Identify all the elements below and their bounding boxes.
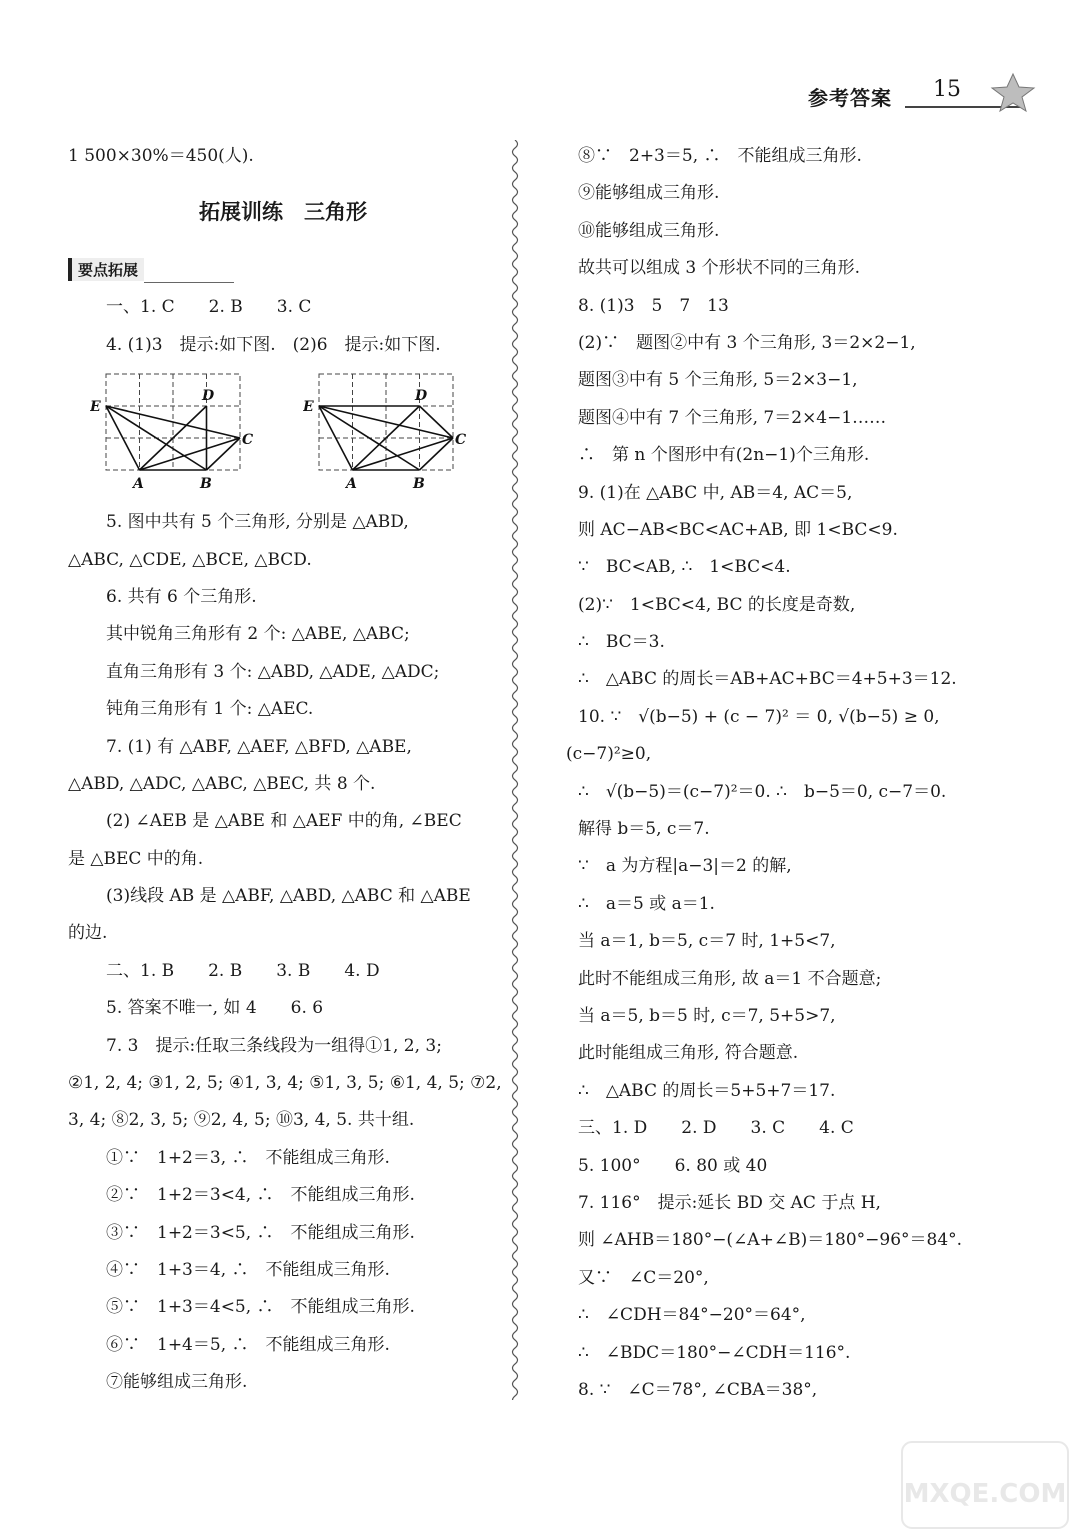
- label-e: E: [90, 399, 101, 416]
- watermark-logo: [900, 1440, 1070, 1530]
- answer-line: △ABD, △ADC, △ABC, △BEC, 共 8 个.: [68, 773, 376, 794]
- answer-line: (2)∵ 1<BC<4, BC 的长度是奇数,: [578, 594, 856, 615]
- answer-line: 是 △BEC 中的角.: [68, 848, 204, 869]
- label-c: C: [242, 432, 254, 449]
- section-tag: 要点拓展: [68, 258, 144, 281]
- answer-line: 7. 3 提示:任取三条线段为一组得①1, 2, 3;: [106, 1035, 442, 1056]
- answer-line: ∵ BC<AB, ∴ 1<BC<4.: [578, 557, 791, 578]
- answer-line: ∵ a 为方程|a−3|＝2 的解,: [578, 856, 792, 877]
- column-divider: [505, 140, 525, 1400]
- answer-line: 又∵ ∠C＝20°,: [578, 1267, 709, 1288]
- answer-line: 题图④中有 7 个三角形, 7＝2×4−1……: [578, 407, 887, 428]
- answer-line: ∴ △ABC 的周长＝AB+AC+BC＝4+5+3＝12.: [578, 669, 957, 690]
- answer-line: ④∵ 1+3＝4, ∴ 不能组成三角形.: [106, 1259, 390, 1280]
- answer-line: 5. 答案不唯一, 如 4 6. 6: [106, 998, 324, 1019]
- answer-line: ⑤∵ 1+3＝4<5, ∴ 不能组成三角形.: [106, 1297, 415, 1318]
- answer-line: ②∵ 1+2＝3<4, ∴ 不能组成三角形.: [106, 1185, 415, 1206]
- answer-line: ⑦能够组成三角形.: [106, 1372, 248, 1393]
- answer-line: 10. ∵ √(b−5) + (c − 7)² ＝ 0, √(b−5) ≥ 0,: [578, 706, 940, 727]
- answer-line: ∴ BC＝3.: [578, 632, 665, 653]
- answer-line: △ABC, △CDE, △BCE, △BCD.: [68, 549, 312, 570]
- answer-line: 则 AC−AB<BC<AC+AB, 即 1<BC<9.: [578, 519, 898, 540]
- answer-line: ②1, 2, 4; ③1, 2, 5; ④1, 3, 4; ⑤1, 3, 5; ⑥1, 4, 5; ⑦2,: [68, 1073, 502, 1094]
- answer-line: ⑨能够组成三角形.: [578, 183, 720, 204]
- answer-line: 8. ∵ ∠C＝78°, ∠CBA＝38°,: [578, 1379, 818, 1400]
- answer-line: 9. (1)在 △ABC 中, AB＝4, AC＝5,: [578, 482, 853, 503]
- answer-line: 其中锐角三角形有 2 个: △ABE, △ABC;: [106, 624, 410, 645]
- answer-line: 题图③中有 5 个三角形, 5＝2×3−1,: [578, 370, 858, 391]
- tag-rule: [144, 282, 234, 283]
- label-b: B: [200, 476, 212, 493]
- answer-line: 当 a＝5, b＝5 时, c＝7, 5+5>7,: [578, 1005, 836, 1026]
- answer-line: (3)线段 AB 是 △ABF, △ABD, △ABC 和 △ABE: [106, 886, 471, 907]
- answer-line: 此时不能组成三角形, 故 a＝1 不合题意;: [578, 968, 882, 989]
- answer-line: (2) ∠AEB 是 △ABE 和 △AEF 中的角, ∠BEC: [106, 811, 462, 832]
- right-column: [566, 138, 973, 1409]
- left-column: [68, 138, 502, 1402]
- section-tag-row: [68, 249, 498, 289]
- answer-line: 8. (1)3 5 7 13: [578, 295, 729, 316]
- label-d: D: [415, 388, 428, 405]
- answer-line: 5. 100° 6. 80 或 40: [578, 1155, 768, 1176]
- section-title: 拓展训练 三角形: [199, 200, 367, 225]
- answer-line: 1 500×30%＝450(人).: [68, 146, 254, 166]
- answer-line: 7. (1) 有 △ABF, △AEF, △BFD, △ABE,: [106, 736, 412, 757]
- answer-line: ①∵ 1+2＝3, ∴ 不能组成三角形.: [106, 1147, 390, 1168]
- answer-line: ∴ △ABC 的周长＝5+5+7＝17.: [578, 1080, 836, 1101]
- answer-line: 故共可以组成 3 个形状不同的三角形.: [578, 258, 861, 279]
- answer-line: ∴ 第 n 个图形中有(2n−1)个三角形.: [578, 445, 870, 466]
- answer-line: 的边.: [68, 923, 108, 944]
- answer-line: 一、1. C 2. B 3. C: [106, 297, 312, 318]
- label-b: B: [413, 476, 425, 493]
- answer-line: (c−7)²≥0,: [566, 744, 652, 765]
- answer-line: 直角三角形有 3 个: △ABD, △ADE, △ADC;: [106, 661, 440, 682]
- answer-line: 5. 图中共有 5 个三角形, 分别是 △ABD,: [106, 512, 409, 533]
- grid-figure-2: [303, 364, 473, 494]
- answer-line: ∴ ∠BDC＝180°−∠CDH＝116°.: [578, 1342, 851, 1363]
- answer-line: ③∵ 1+2＝3<5, ∴ 不能组成三角形.: [106, 1222, 415, 1243]
- star-icon: [988, 72, 1038, 114]
- answer-line: 3, 4; ⑧2, 3, 5; ⑨2, 4, 5; ⑩3, 4, 5. 共十组.: [68, 1110, 415, 1131]
- watermark-text: MXQE.COM: [903, 1479, 1067, 1509]
- answer-line: 此时能组成三角形, 符合题意.: [578, 1043, 799, 1064]
- answer-line: 4. (1)3 提示:如下图. (2)6 提示:如下图.: [106, 334, 441, 355]
- label-d: D: [202, 388, 215, 405]
- answer-line: (2)∵ 题图②中有 3 个三角形, 3＝2×2−1,: [578, 332, 916, 353]
- answer-line: 则 ∠AHB＝180°−(∠A+∠B)＝180°−96°＝84°.: [578, 1230, 963, 1251]
- label-a: A: [133, 476, 144, 493]
- answer-line: 三、1. D 2. D 3. C 4. C: [578, 1118, 854, 1139]
- figures-row: [68, 364, 498, 504]
- answer-line: ⑥∵ 1+4＝5, ∴ 不能组成三角形.: [106, 1334, 390, 1355]
- grid-figure-1: [90, 364, 260, 494]
- answer-line: ∴ √(b−5)＝(c−7)²＝0. ∴ b−5＝0, c−7＝0.: [578, 781, 947, 802]
- answer-line: ⑩能够组成三角形.: [578, 220, 720, 241]
- answer-line: 7. 116° 提示:延长 BD 交 AC 于点 H,: [578, 1192, 881, 1213]
- header-title: 参考答案: [808, 86, 892, 110]
- answer-line: ∴ ∠CDH＝84°−20°＝64°,: [578, 1305, 806, 1326]
- label-a: A: [346, 476, 357, 493]
- answer-line: 二、1. B 2. B 3. B 4. D: [106, 960, 380, 981]
- answer-line: 钝角三角形有 1 个: △AEC.: [106, 699, 314, 720]
- answer-line: 6. 共有 6 个三角形.: [106, 586, 257, 607]
- label-e: E: [303, 399, 314, 416]
- answer-line: ⑧∵ 2+3＝5, ∴ 不能组成三角形.: [578, 146, 862, 166]
- page-number: 15: [933, 77, 961, 102]
- answer-line: 解得 b＝5, c＝7.: [578, 819, 710, 840]
- answer-line: 当 a＝1, b＝5, c＝7 时, 1+5<7,: [578, 931, 836, 952]
- label-c: C: [455, 432, 467, 449]
- answer-line: ∴ a＝5 或 a＝1.: [578, 893, 715, 914]
